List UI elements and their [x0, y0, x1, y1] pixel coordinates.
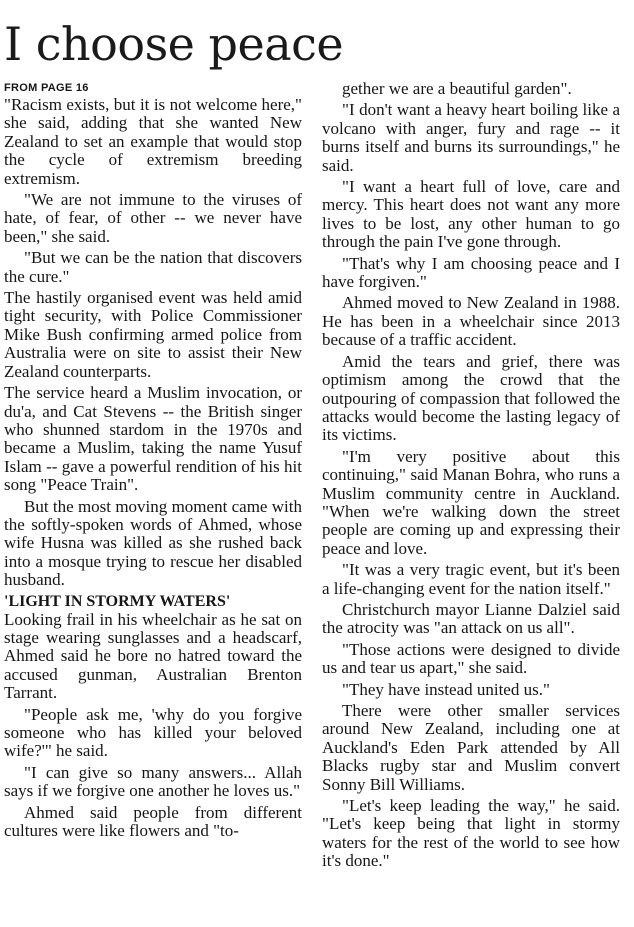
paragraph: There were other smaller services around New Zealand, including one at Auckland's Eden Park attended by All Blacks rugby star and Muslim convert Sonny Bill Williams.	[322, 701, 620, 794]
article-column-right	[322, 80, 620, 874]
paragraph: The hastily organised event was held amid tight security, with Police Commissioner Mike Bush confirming armed police from Australia were on site to assist their New Zealand counterparts.	[4, 288, 302, 381]
paragraph: The service heard a Muslim invocation, or du'a, and Cat Stevens -- the British singer who shunned stardom in the 1970s and became a Muslim, taking the name Yusuf Islam -- gave a powerful rendition of his hit song "Peace Train".	[4, 383, 302, 495]
subheading: 'LIGHT IN STORMY WATERS'	[4, 592, 231, 610]
paragraph: But the most moving moment came with the softly-spoken words of Ahmed, whose wife Husna was killed as she rushed back into a mosque trying to rescue her disabled husband.	[4, 496, 302, 590]
paragraph: Looking frail in his wheelchair as he sat on stage wearing sunglasses and a headscarf, Ahmed said he bore no hatred toward the accused gunman, Australian Brenton Tarrant.	[4, 609, 302, 703]
paragraph: Ahmed said people from different cultures were like flowers and "to-	[4, 802, 302, 841]
paragraph: "I don't want a heavy heart boiling like a volcano with anger, fury and rage -- it burns itself and burns its surroundings," he said.	[322, 100, 620, 175]
paragraph: "Those actions were designed to divide us and tear us apart," she said.	[322, 639, 620, 678]
paragraph: "I'm very positive about this continuing," said Manan Bohra, who runs a Muslim community centre in Auckland. "When we're walking down the street people are coming up and expressing their peace and love.	[322, 446, 620, 558]
paragraph: "People ask me, 'why do you forgive someone who has killed your beloved wife?'" he said.	[4, 704, 302, 761]
paragraph: Ahmed moved to New Zealand in 1988. He has been in a wheelchair since 2013 because of a traffic accident.	[322, 293, 620, 350]
paragraph: "They have instead united us."	[342, 679, 550, 699]
headline: I choose peace	[4, 17, 344, 71]
paragraph: "That's why I am choosing peace and I have forgiven."	[322, 253, 620, 292]
paragraph: "But we can be the nation that discovers the cure."	[4, 248, 302, 286]
paragraph: Amid the tears and grief, there was optimism among the crowd that the outpouring of compassion that followed the attacks would become the lasting legacy of its victims.	[322, 351, 620, 445]
paragraph: "Racism exists, but it is not welcome here," she said, adding that she wanted New Zealand to set an example that would stop the cycle of extremism breeding extremism.	[4, 95, 302, 188]
paragraph: "I want a heart full of love, care and mercy. This heart does not want any more lives to be lost, any other human to go through the pain I've gone through.	[322, 177, 620, 252]
article-column-left	[4, 80, 302, 843]
paragraph: "We are not immune to the viruses of hate, of fear, of other -- we never have been," she said.	[4, 190, 302, 246]
continuation-kicker: FROM PAGE 16	[4, 82, 89, 94]
paragraph: gether we are a beautiful garden".	[342, 79, 572, 98]
paragraph: "It was a very tragic event, but it's been a life-changing event for the nation itself."	[322, 560, 620, 598]
paragraph: Christchurch mayor Lianne Dalziel said the atrocity was "an attack on us all".	[322, 599, 620, 638]
paragraph: "Let's keep leading the way," he said. "Let's keep being that light in stormy waters for the rest of the world to see how it's done."	[322, 796, 620, 871]
paragraph: "I can give so many answers... Allah says if we forgive one another he loves us."	[4, 762, 302, 801]
